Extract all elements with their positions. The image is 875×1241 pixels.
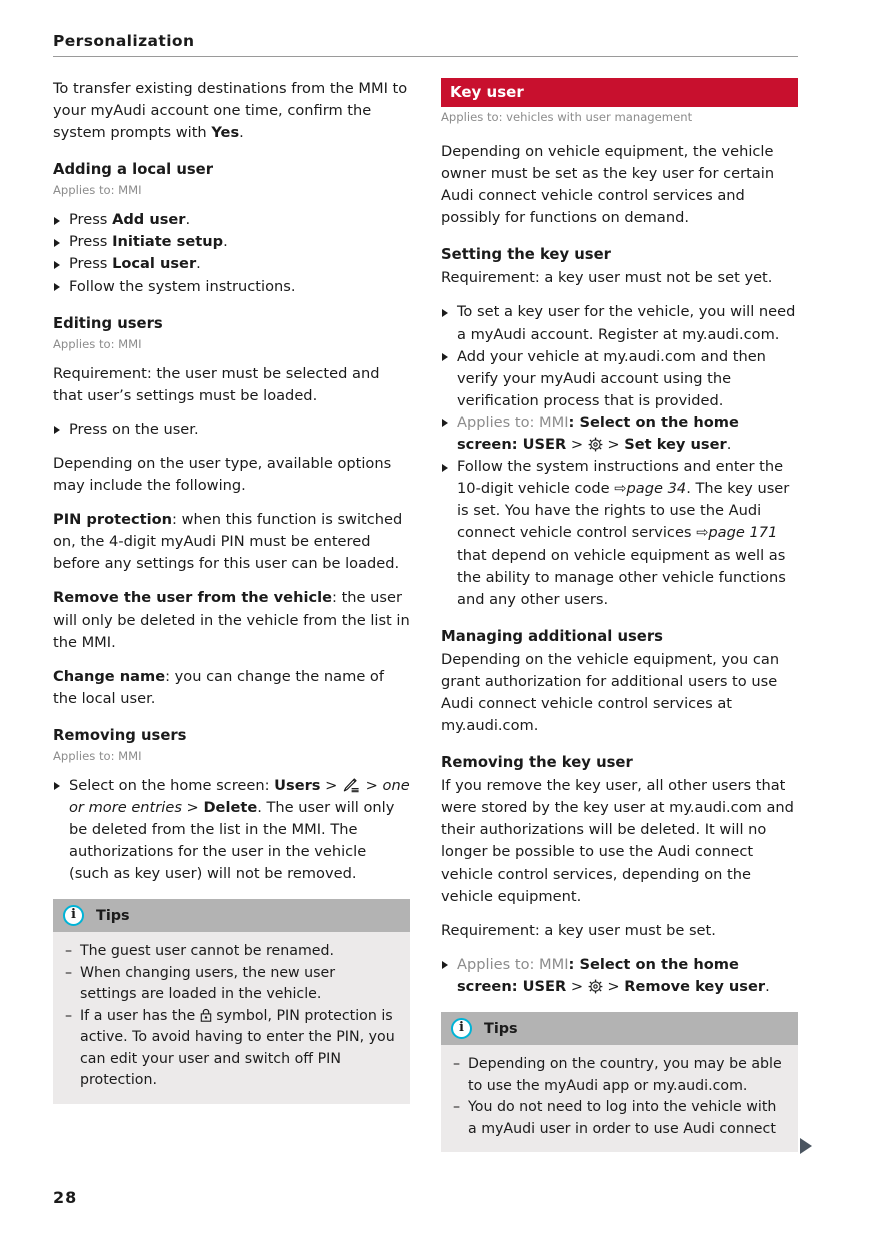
tip-dash: – xyxy=(65,1007,73,1024)
step-separator: > xyxy=(361,776,383,794)
heading-removing-users: Removing users xyxy=(53,726,187,744)
step-bold-user: USER xyxy=(522,977,567,995)
step-separator: > xyxy=(602,977,625,995)
running-header xyxy=(53,32,798,57)
steps-editing-users xyxy=(53,419,410,441)
step-post: . xyxy=(196,255,201,273)
step-item xyxy=(441,954,798,998)
step-bold: Local user xyxy=(112,255,197,273)
step-item xyxy=(441,301,798,345)
step-bold-delete: Delete xyxy=(203,798,258,816)
tip-dash: – xyxy=(453,1099,461,1115)
step-post: . xyxy=(223,233,228,251)
tip-text-a: If a user has the xyxy=(80,1007,200,1024)
bullet-triangle-icon xyxy=(442,353,448,361)
cross-reference-arrow-icon: ⇨ xyxy=(696,524,709,542)
tip-text: The guest user cannot be renamed. xyxy=(80,943,335,960)
tips-header xyxy=(53,899,410,932)
tip-dash: – xyxy=(453,1056,461,1072)
step-applies-to: Applies to: MMI xyxy=(457,955,569,973)
editing-requirement: Requirement: the user must be selected and that user’s settings must be loaded. xyxy=(53,364,380,404)
step-separator: > xyxy=(566,436,588,454)
tip-text: Depending on the country, you may be able to use the myAudi app or my.audi.com. xyxy=(468,1056,782,1094)
step-bold-users: Users xyxy=(274,776,321,794)
remove-user-label: Remove the user from the vehicle xyxy=(53,589,333,607)
steps-removing-users xyxy=(53,775,410,885)
steps-removing-key-user xyxy=(441,954,798,998)
tips-title: Tips xyxy=(96,907,130,924)
editing-depending: Depending on the user type, available options may include the following. xyxy=(53,454,392,495)
step-post: . xyxy=(185,211,191,229)
lock-icon xyxy=(200,1008,212,1022)
step-separator: > xyxy=(602,436,625,454)
bullet-triangle-icon xyxy=(442,464,448,472)
step-item xyxy=(441,456,798,611)
step-pre: Follow the system instructions and enter the 10-digit vehicle code xyxy=(457,458,784,498)
managing-text: Depending on the vehicle equipment, you can grant authorization for additional users to use Audi connect vehicle control services at my.audi.com. xyxy=(441,650,780,735)
cross-reference-page-34[interactable]: page 34 xyxy=(626,480,687,498)
step-item xyxy=(53,231,410,253)
tip-item xyxy=(65,963,396,1006)
step-pre: : Select on the home screen: xyxy=(457,413,739,454)
step-bold-user: USER xyxy=(522,436,567,454)
heading-adding-a-local-user: Adding a local user xyxy=(53,161,214,179)
left-column xyxy=(53,78,410,1104)
change-name-text: : you can change the name of the local user. xyxy=(53,667,385,707)
step-post: . The user will only be deleted from the list in the MMI. The authorizations for the user in the vehicle (such as key user) will not be removed. xyxy=(69,798,395,883)
heading-removing-the-key-user: Removing the key user xyxy=(441,754,633,772)
step-mid: . The key user is set. You have the rights to use the Audi connect vehicle control services xyxy=(457,480,790,542)
right-column xyxy=(441,78,798,1152)
step-item xyxy=(53,276,410,298)
page-number: 28 xyxy=(53,1188,78,1207)
removing-key-user-requirement: Requirement: a key user must be set. xyxy=(441,921,716,939)
bullet-triangle-icon xyxy=(442,961,448,969)
tips-box-right xyxy=(441,1012,798,1152)
step-separator: > xyxy=(181,798,204,816)
step-post: . xyxy=(726,436,732,454)
bullet-triangle-icon xyxy=(54,782,60,790)
step-bold-set-key-user: Set key user xyxy=(624,436,727,454)
intro-text-b: . xyxy=(239,124,244,142)
step-item xyxy=(53,253,410,275)
header-rule xyxy=(53,56,798,57)
step-pre: Select on the home screen: xyxy=(69,776,275,794)
step-pre: Press xyxy=(69,211,113,229)
gear-icon xyxy=(588,437,603,452)
step-pre: Press xyxy=(69,255,113,273)
step-item xyxy=(441,412,798,456)
step-italic-entries: one or more entries xyxy=(69,776,410,816)
tips-header xyxy=(441,1012,798,1045)
step-item xyxy=(53,209,410,231)
removing-key-user-text: If you remove the key user, all other users that were stored by the key user at my.audi.com and their authorizations will be deleted. It will no longer be possible to use the Audi connect vehicle control services, depending on the vehicle equipment. xyxy=(441,777,794,905)
step-pre: To set a key user for the vehicle, you will need a myAudi account. Register at my.audi.com. xyxy=(457,303,796,343)
tips-list xyxy=(441,1045,798,1152)
remove-user-text: : the user will only be deleted in the vehicle from the list in the MMI. xyxy=(53,589,410,651)
tip-item xyxy=(453,1054,784,1097)
step-bold: Add user xyxy=(112,211,186,229)
key-user-intro: Depending on vehicle equipment, the vehicle owner must be set as the key user for certain Audi connect vehicle control services and possibly for functions on demand. xyxy=(441,143,775,227)
applies-to-removing: Applies to: MMI xyxy=(53,748,142,763)
remove-user-paragraph xyxy=(53,587,410,653)
step-bold: Initiate setup xyxy=(112,233,224,251)
intro-bold-yes: Yes xyxy=(211,124,240,142)
tips-list xyxy=(53,932,410,1104)
tips-box-left xyxy=(53,899,410,1104)
info-icon: i xyxy=(63,905,84,926)
tip-item xyxy=(65,941,396,963)
intro-text-a: To transfer existing destinations from the MMI to your myAudi account one time, confirm the system prompts with xyxy=(53,80,408,142)
page-title: Personalization xyxy=(53,32,195,50)
tip-item xyxy=(453,1097,784,1140)
bullet-triangle-icon xyxy=(54,239,60,247)
setting-requirement: Requirement: a key user must not be set yet. xyxy=(441,269,773,287)
step-post: that depend on vehicle equipment as well as the ability to manage other vehicle functions and any other users. xyxy=(457,546,786,608)
step-item xyxy=(53,775,410,885)
step-post: . xyxy=(765,977,770,995)
applies-to-editing: Applies to: MMI xyxy=(53,336,142,351)
steps-adding-local-user xyxy=(53,209,410,297)
step-applies-to: Applies to: MMI xyxy=(457,413,569,431)
pin-protection-paragraph xyxy=(53,509,410,575)
bullet-triangle-icon xyxy=(442,419,448,427)
step-separator: > xyxy=(566,977,588,995)
step-item xyxy=(53,419,410,441)
cross-reference-page-171[interactable]: page 171 xyxy=(708,524,778,542)
intro-paragraph xyxy=(53,78,410,144)
tip-text: You do not need to log into the vehicle with a myAudi user in order to use Audi connect xyxy=(468,1099,777,1137)
section-band-key-user: Key user xyxy=(441,78,798,107)
tip-dash: – xyxy=(65,943,73,960)
steps-setting-key-user xyxy=(441,301,798,610)
step-pre: Press xyxy=(69,233,113,251)
step-separator: > xyxy=(320,776,342,794)
edit-pencil-icon xyxy=(342,778,361,793)
applies-to-adding: Applies to: MMI xyxy=(53,183,142,198)
gear-icon xyxy=(588,979,603,994)
step-pre: Press on the user. xyxy=(69,420,199,438)
info-icon: i xyxy=(451,1018,472,1039)
tip-item xyxy=(65,1006,396,1092)
step-bold-remove-key-user: Remove key user xyxy=(624,977,766,995)
step-pre: : Select on the home screen: xyxy=(457,955,739,995)
bullet-triangle-icon xyxy=(54,217,60,225)
tip-text-b: symbol, PIN protection is active. To avoid having to enter the PIN, you can edit your user and switch off PIN protection. xyxy=(80,1007,395,1089)
heading-setting-the-key-user: Setting the key user xyxy=(441,246,611,264)
heading-managing-additional-users: Managing additional users xyxy=(441,627,663,645)
tip-text: When changing users, the new user settings are loaded in the vehicle. xyxy=(80,964,336,1003)
pin-protection-label: PIN protection xyxy=(53,511,173,529)
bullet-triangle-icon xyxy=(442,309,448,317)
tip-dash: – xyxy=(65,964,73,981)
cross-reference-arrow-icon: ⇨ xyxy=(614,480,627,498)
step-pre: Add your vehicle at my.audi.com and then verify your myAudi account using the verification process that is provided. xyxy=(457,347,766,409)
bullet-triangle-icon xyxy=(54,283,60,291)
applies-to-key-user: Applies to: vehicles with user management xyxy=(441,110,693,124)
change-name-label: Change name xyxy=(53,667,166,685)
heading-editing-users: Editing users xyxy=(53,314,163,332)
step-item xyxy=(441,346,798,412)
pin-protection-text: : when this function is switched on, the 4-digit myAudi PIN must be entered before any settings for this user can be loaded. xyxy=(53,511,403,573)
continuation-arrow-icon xyxy=(800,1138,812,1154)
step-pre: Follow the system instructions. xyxy=(69,277,296,295)
change-name-paragraph xyxy=(53,666,410,710)
bullet-triangle-icon xyxy=(54,426,60,434)
bullet-triangle-icon xyxy=(54,261,60,269)
tips-title: Tips xyxy=(484,1020,518,1037)
